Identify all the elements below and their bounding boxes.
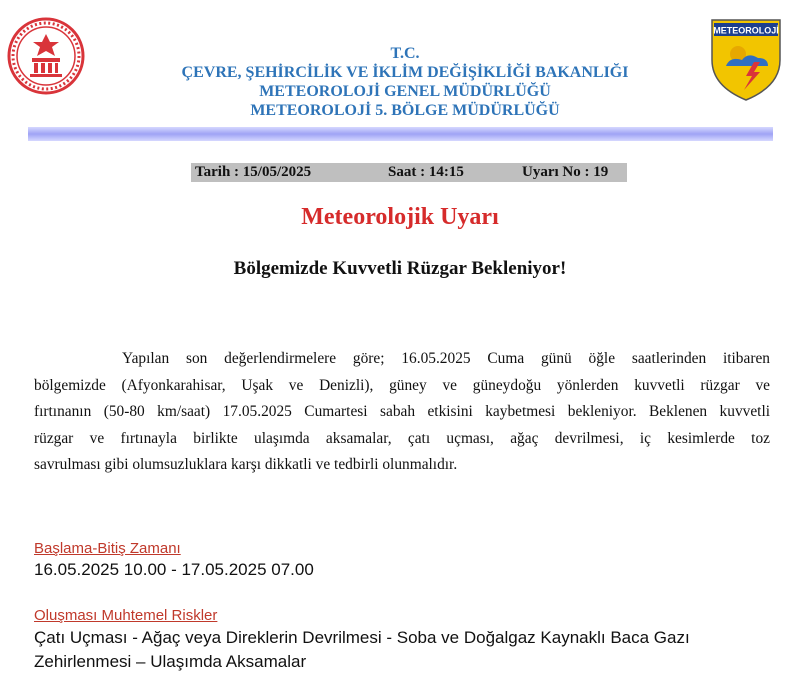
meteoroloji-logo: [708, 16, 784, 102]
body-line: savrulması gibi olumsuzluklara karşı dikkatli ve tedbirli olunmalıdır.: [34, 456, 458, 474]
warning-number: Uyarı No : 19: [522, 164, 609, 180]
risks-line-1: Çatı Uçması - Ağaç veya Direklerin Devrilmesi - Soba ve Doğalgaz Kaynaklı Baca Gazı: [34, 628, 690, 647]
body-line: rüzgar ve fırtınayla birlikte ulaşımda aksamalar, çatı uçması, ağaç devrilmesi, iç kesimlerde toz: [34, 429, 770, 447]
warning-body: [34, 346, 770, 479]
header-divider-band: [28, 127, 773, 141]
header-line-regional-directorate: METEOROLOJİ 5. BÖLGE MÜDÜRLÜĞÜ: [250, 102, 560, 119]
body-line: bölgemizde (Afyonkarahisar, Uşak ve Denizli), güney ve güneydoğu yönlerden kuvvetli rüzgar ve: [34, 376, 770, 394]
warning-info-bar: [191, 163, 627, 182]
timing-value: 16.05.2025 10.00 - 17.05.2025 07.00: [34, 560, 314, 579]
header-line-general-directorate: METEOROLOJİ GENEL MÜDÜRLÜĞÜ: [259, 83, 551, 100]
risks-line-2: Zehirlenmesi – Ulaşımda Aksamalar: [34, 652, 307, 671]
warning-date: Tarih : 15/05/2025: [195, 164, 312, 180]
warning-subtitle: Bölgemizde Kuvvetli Rüzgar Bekleniyor!: [233, 258, 567, 279]
header-line-tc: T.C.: [390, 45, 420, 62]
header-line-ministry: ÇEVRE, ŞEHİRCİLİK VE İKLİM DEĞİŞİKLİĞİ BAKANLIĞI: [181, 64, 629, 81]
ministry-seal-logo: [6, 16, 86, 96]
body-line: Yapılan son değerlendirmelere göre; 16.05.2025 Cuma günü öğle saatlerinden itibaren: [122, 350, 770, 367]
body-line: fırtınanın (50-80 km/saat) 17.05.2025 Cumartesi sabah etkisini kaybetmesi bekleniyor. Beklenen kuvvetli: [34, 403, 770, 421]
warning-time: Saat : 14:15: [388, 164, 464, 180]
warning-title: Meteorolojik Uyarı: [301, 204, 499, 230]
header-block: [110, 44, 700, 120]
logo-text: METEOROLOJİ: [713, 25, 779, 36]
timing-heading: Başlama-Bitiş Zamanı: [34, 540, 181, 557]
risks-heading: Oluşması Muhtemel Riskler: [34, 607, 218, 624]
